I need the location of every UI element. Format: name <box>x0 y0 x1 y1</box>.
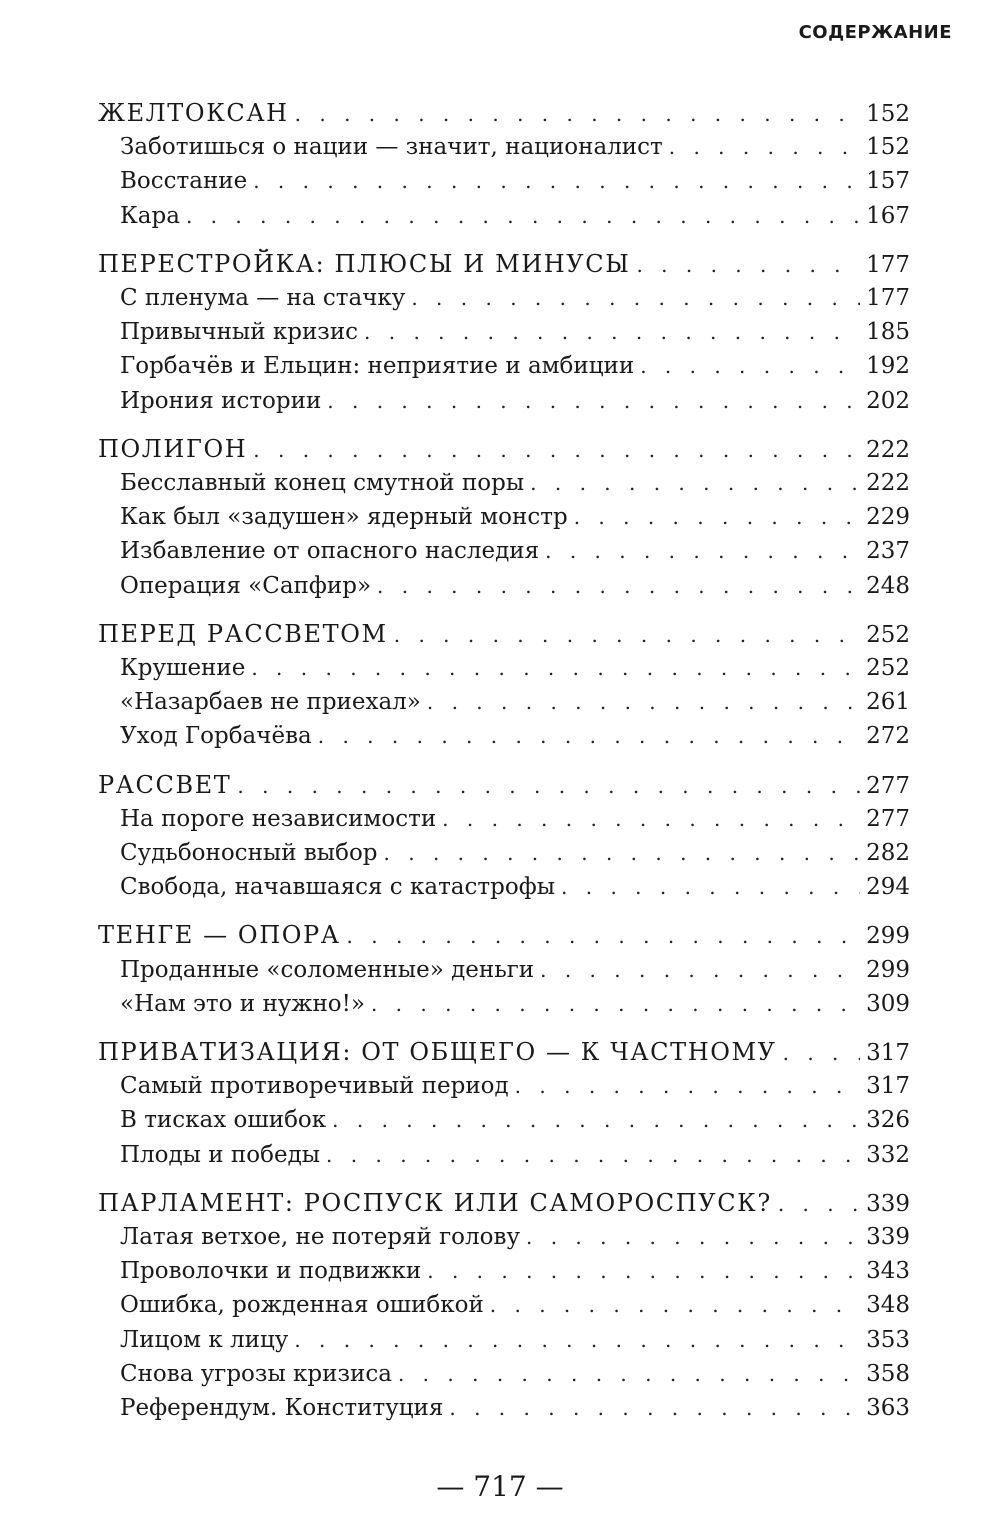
dot-leader <box>427 1256 860 1286</box>
dot-leader <box>384 838 861 868</box>
toc-entry-title: Плоды и победы <box>120 1142 321 1168</box>
toc-entry-title: Свобода, начавшаяся с катастрофы <box>120 874 556 900</box>
toc-entry-page-number: 299 <box>866 957 910 983</box>
toc-subsection-entry <box>120 872 910 902</box>
toc-entry-page-number: 222 <box>866 437 910 463</box>
dot-leader <box>371 989 860 1019</box>
toc-entry-page-number: 222 <box>866 470 910 496</box>
toc-entry-page-number: 317 <box>866 1073 910 1099</box>
toc-entry-title: Как был «задушен» ядерный монстр <box>120 504 568 530</box>
toc-subsection-entry <box>120 317 910 347</box>
toc-subsection-entry <box>120 721 910 751</box>
toc-entry-title: «Назарбаев не приехал» <box>120 689 421 715</box>
dot-leader <box>442 804 860 834</box>
toc-subsection-entry <box>120 132 910 162</box>
toc-entry-title: «Нам это и нужно!» <box>120 991 365 1017</box>
toc-entry-page-number: 252 <box>866 622 910 648</box>
dot-leader <box>640 351 860 381</box>
page-number: — 717 — <box>436 1470 564 1503</box>
toc-subsection-entry <box>120 1325 910 1355</box>
toc-entry-page-number: 343 <box>866 1258 910 1284</box>
toc-section-entry <box>98 1188 910 1218</box>
toc-entry-title: Референдум. Конституция <box>120 1395 444 1421</box>
toc-entry-page-number: 277 <box>866 773 910 799</box>
toc-section-entry <box>98 98 910 128</box>
dot-leader <box>540 955 860 985</box>
toc-subsection-entry <box>120 283 910 313</box>
toc-entry-page-number: 294 <box>866 874 910 900</box>
toc-subsection-entry <box>120 804 910 834</box>
toc-subsection-entry <box>120 955 910 985</box>
toc-entry-title: Лицом к лицу <box>120 1327 289 1353</box>
toc-entry-title: В тисках ошибок <box>120 1107 327 1133</box>
dot-leader <box>186 201 860 231</box>
toc-entry-page-number: 299 <box>866 923 910 949</box>
dot-leader <box>449 1393 860 1423</box>
toc-entry-title: Кара <box>120 203 180 229</box>
dot-leader <box>427 687 860 717</box>
dot-leader <box>778 1189 860 1219</box>
toc-entry-page-number: 339 <box>866 1191 910 1217</box>
toc-entry-page-number: 326 <box>866 1107 910 1133</box>
toc-entry-title: Заботишься о нации — значит, националист <box>120 134 663 160</box>
toc-entry-page-number: 248 <box>866 573 910 599</box>
toc-subsection-entry <box>120 1393 910 1423</box>
toc-entry-page-number: 152 <box>866 101 910 127</box>
toc-subsection-entry <box>120 502 910 532</box>
dot-leader <box>398 1359 860 1389</box>
dot-leader <box>364 317 860 347</box>
toc-subsection-entry <box>120 468 910 498</box>
toc-entry-page-number: 252 <box>866 655 910 681</box>
toc-entry-title: Горбачёв и Ельцин: неприятие и амбиции <box>120 353 635 379</box>
dot-leader <box>515 1071 860 1101</box>
toc-subsection-entry <box>120 571 910 601</box>
toc-entry-page-number: 177 <box>866 252 910 278</box>
dot-leader <box>636 250 860 280</box>
toc-entry-title: Привычный кризис <box>120 319 359 345</box>
toc-entry-title: ПЕРЕСТРОЙКА: ПЛЮСЫ И МИНУСЫ <box>98 250 631 278</box>
dot-leader <box>377 571 860 601</box>
toc-entry-title: ТЕНГЕ — ОПОРА <box>98 921 341 949</box>
dot-leader <box>490 1290 860 1320</box>
toc-entry-page-number: 282 <box>866 840 910 866</box>
toc-entry-page-number: 353 <box>866 1327 910 1353</box>
toc-entry-page-number: 177 <box>866 285 910 311</box>
dot-leader <box>669 132 860 162</box>
toc-entry-title: Ирония истории <box>120 388 322 414</box>
toc-entry-title: Крушение <box>120 655 246 681</box>
dot-leader <box>545 536 860 566</box>
dot-leader <box>332 1105 860 1135</box>
toc-entry-page-number: 272 <box>866 723 910 749</box>
toc-entry-title: Проволочки и подвижки <box>120 1258 422 1284</box>
toc-entry-title: С пленума — на стачку <box>120 285 406 311</box>
toc-entry-title: ПОЛИГОН <box>98 435 248 463</box>
toc-entry-title: Латая ветхое, не потеряй голову <box>120 1224 520 1250</box>
dot-leader <box>237 771 860 801</box>
dot-leader <box>347 921 861 951</box>
dot-leader <box>530 468 860 498</box>
toc-entry-page-number: 202 <box>866 388 910 414</box>
toc-section-entry <box>98 770 910 800</box>
toc-entry-page-number: 229 <box>866 504 910 530</box>
dot-leader <box>574 502 860 532</box>
toc-entry-title: Самый противоречивый период <box>120 1073 509 1099</box>
dot-leader <box>526 1222 860 1252</box>
dot-leader <box>295 99 860 129</box>
dot-leader <box>411 283 860 313</box>
toc-subsection-entry <box>120 1290 910 1320</box>
toc-section-entry <box>98 920 910 950</box>
toc-entry-page-number: 277 <box>866 806 910 832</box>
toc-section-entry <box>98 249 910 279</box>
toc-entry-page-number: 348 <box>866 1292 910 1318</box>
toc-subsection-entry <box>120 386 910 416</box>
toc-entry-page-number: 358 <box>866 1361 910 1387</box>
toc-subsection-entry <box>120 1256 910 1286</box>
toc-subsection-entry <box>120 1359 910 1389</box>
toc-entry-page-number: 261 <box>866 689 910 715</box>
dot-leader <box>251 653 860 683</box>
toc-entry-title: ПАРЛАМЕНТ: РОСПУСК ИЛИ САМОРОСПУСК? <box>98 1189 772 1217</box>
dot-leader <box>294 1325 860 1355</box>
toc-entry-page-number: 237 <box>866 538 910 564</box>
toc-entry-page-number: 363 <box>866 1395 910 1421</box>
dot-leader <box>253 435 860 465</box>
dot-leader <box>326 1140 860 1170</box>
toc-subsection-entry <box>120 1071 910 1101</box>
toc-entry-title: ПЕРЕД РАССВЕТОМ <box>98 620 388 648</box>
toc-entry-title: Уход Горбачёва <box>120 723 312 749</box>
toc-entry-title: На пороге независимости <box>120 806 437 832</box>
toc-section-entry <box>98 619 910 649</box>
toc-entry-title: Проданные «соломенные» деньги <box>120 957 535 983</box>
toc-subsection-entry <box>120 166 910 196</box>
toc-entry-title: ЖЕЛТОКСАН <box>98 99 289 127</box>
toc-entry-page-number: 192 <box>866 353 910 379</box>
dot-leader <box>327 386 860 416</box>
toc-entry-title: Восстание <box>120 168 248 194</box>
toc-entry-page-number: 185 <box>866 319 910 345</box>
toc-entry-title: ПРИВАТИЗАЦИЯ: ОТ ОБЩЕГО — К ЧАСТНОМУ <box>98 1038 777 1066</box>
toc-entry-title: РАССВЕТ <box>98 771 232 799</box>
toc-entry-page-number: 167 <box>866 203 910 229</box>
toc-entry-title: Ошибка, рожденная ошибкой <box>120 1292 484 1318</box>
toc-entry-title: Бесславный конец смутной поры <box>120 470 525 496</box>
toc-subsection-entry <box>120 351 910 381</box>
dot-leader <box>783 1038 860 1068</box>
toc-entry-page-number: 309 <box>866 991 910 1017</box>
toc-subsection-entry <box>120 1105 910 1135</box>
running-head: СОДЕРЖАНИЕ <box>798 22 952 43</box>
toc-entry-page-number: 339 <box>866 1224 910 1250</box>
toc-entry-title: Судьбоносный выбор <box>120 840 378 866</box>
dot-leader <box>561 872 860 902</box>
toc-subsection-entry <box>120 687 910 717</box>
toc-subsection-entry <box>120 838 910 868</box>
toc-subsection-entry <box>120 989 910 1019</box>
dot-leader <box>318 721 860 751</box>
toc-entry-page-number: 332 <box>866 1142 910 1168</box>
toc-section-entry <box>98 434 910 464</box>
toc-subsection-entry <box>120 201 910 231</box>
toc-subsection-entry <box>120 536 910 566</box>
toc-subsection-entry <box>120 1222 910 1252</box>
toc-entry-page-number: 152 <box>866 134 910 160</box>
dot-leader <box>253 166 860 196</box>
toc-entry-title: Операция «Сапфир» <box>120 573 372 599</box>
toc-subsection-entry <box>120 1140 910 1170</box>
toc-entry-page-number: 317 <box>866 1040 910 1066</box>
toc-entry-page-number: 157 <box>866 168 910 194</box>
toc-section-entry <box>98 1037 910 1067</box>
toc-subsection-entry <box>120 653 910 683</box>
dot-leader <box>394 620 860 650</box>
toc-entry-title: Снова угрозы кризиса <box>120 1361 392 1387</box>
toc-entry-title: Избавление от опасного наследия <box>120 538 540 564</box>
